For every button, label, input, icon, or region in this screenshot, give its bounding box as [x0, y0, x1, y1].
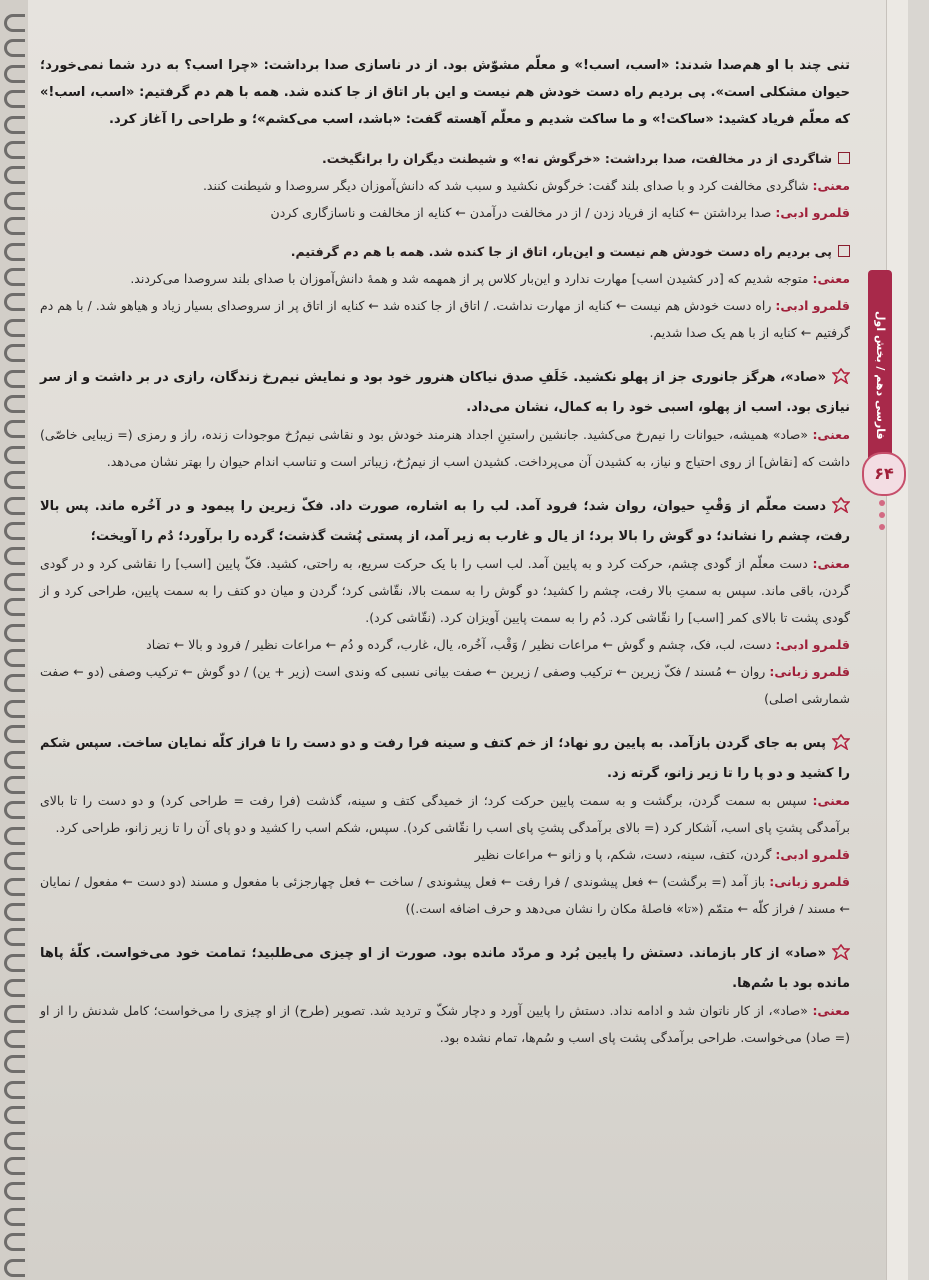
literary-label: قلمرو ادبی:	[775, 637, 850, 652]
q1-meaning	[40, 172, 850, 199]
chapter-tab	[868, 270, 892, 480]
s2-linguistic	[40, 658, 850, 712]
binding-ring-icon	[4, 14, 25, 32]
binding-ring-icon	[4, 141, 25, 159]
binding-ring-icon	[4, 39, 25, 57]
binding-ring-icon	[4, 801, 25, 819]
binding-ring-icon	[4, 1233, 25, 1251]
q2-literary	[40, 292, 850, 346]
binding-ring-icon	[4, 1030, 25, 1048]
page-edge	[886, 0, 908, 1280]
question-2-text: پی بردیم راه دست خودش هم نیست و این‌بار، اتاق از جا کنده شد. همه با هم دم گرفتیم.	[290, 244, 832, 259]
binding-ring-icon	[4, 192, 25, 210]
checkbox-icon	[838, 152, 850, 164]
binding-ring-icon	[4, 1055, 25, 1073]
q1-meaning-text: شاگردی مخالفت کرد و با صدای بلند گفت: خرگوش نکشید و سبب شد که دانش‌آموزان دیگر سروصدا و شیطنت کنند.	[202, 178, 809, 193]
binding-ring-icon	[4, 1132, 25, 1150]
s3-meaning	[40, 787, 850, 841]
binding-ring-icon	[4, 547, 25, 565]
binding-ring-icon	[4, 420, 25, 438]
page-content	[40, 52, 850, 1051]
meaning-label: معنی:	[812, 178, 850, 193]
binding-ring-icon	[4, 522, 25, 540]
linguistic-label: قلمرو زبانی:	[769, 874, 850, 889]
q2-meaning	[40, 265, 850, 292]
question-2	[40, 238, 850, 265]
s1-meaning	[40, 421, 850, 475]
dot-icon	[879, 512, 885, 518]
q2-literary-text: راه دست خودش هم نیست ← کنایه از مهارت نداشت. / اتاق از جا کنده شد ← کنایه از اتاق پر از سروصدای بسیار زیاد و هیاهو شد. / با هم دم گرفتیم ← کنایه از با هم یک صدا شدیم.	[40, 298, 850, 340]
binding-ring-icon	[4, 293, 25, 311]
binding-ring-icon	[4, 954, 25, 972]
meaning-label: معنی:	[812, 271, 850, 286]
binding-ring-icon	[4, 928, 25, 946]
section-1-text: «صاد»، هرگز جانوری جز از پهلو نکشید. خَلَفِ صدق نیاکان هنرور خود بود و نمایش نیم‌رخ زندگان، رازی در بر داشت و از سر نیازی بود. اسب از پهلو، اسبی خود را به کمال، نشان می‌داد.	[40, 370, 850, 415]
s3-linguistic	[40, 868, 850, 922]
binding-ring-icon	[4, 166, 25, 184]
binding-ring-icon	[4, 1081, 25, 1099]
binding-ring-icon	[4, 649, 25, 667]
literary-label: قلمرو ادبی:	[775, 205, 850, 220]
section-4-text: «صاد» از کار بازماند. دستش را پایین بُرد و مردّد مانده بود. صورت از او چیزی می‌طلبید؛ تمامت خود می‌خواست. کلّهٔ پاها مانده بود با سُم‌ها.	[40, 946, 850, 991]
binding-ring-icon	[4, 725, 25, 743]
binding-ring-icon	[4, 598, 25, 616]
binding-ring-icon	[4, 471, 25, 489]
linguistic-label: قلمرو زبانی:	[769, 664, 850, 679]
binding-ring-icon	[4, 852, 25, 870]
ornament-icon	[832, 733, 850, 760]
binding-ring-icon	[4, 497, 25, 515]
q1-literary-text: صدا برداشتن ← کنایه از فریاد زدن / از در مخالفت درآمدن ← کنایه از مخالفت و ناسازگاری کردن	[270, 205, 772, 220]
binding-ring-icon	[4, 65, 25, 83]
section-2-text: دست معلّم از وَقْبِ حیوان، روان شد؛ فرود آمد. لب را به اشاره، صورت داد. فکّ زیرین را پیمود و در آخُره ماند. پس بالا رفت، چشم را نشاند؛ دو گوش را بالا برد؛ از یال و غارب به زیر آمد، از پستی پُشت گذشت؛ گرده را برآورد؛ دُم را آویخت؛	[40, 499, 850, 544]
ornament-icon	[832, 943, 850, 970]
s4-meaning	[40, 997, 850, 1051]
binding-ring-icon	[4, 1106, 25, 1124]
binding-ring-icon	[4, 878, 25, 896]
section-4	[40, 940, 850, 997]
ornament-icon	[832, 367, 850, 394]
section-3	[40, 730, 850, 787]
binding-ring-icon	[4, 903, 25, 921]
s2-linguistic-text: روان ← مُسند / فکّ زیرین ← ترکیب وصفی / زیرین ← صفت بیانی نسبی که وندی است (زیر + ین) / دو گوش ← ترکیب وصفی (دو ← صفت شمارشی اصلی)	[40, 664, 850, 706]
binding-ring-icon	[4, 1208, 25, 1226]
binding-ring-icon	[4, 446, 25, 464]
literary-label: قلمرو ادبی:	[775, 298, 850, 313]
ornament-icon	[832, 496, 850, 523]
checkbox-icon	[838, 245, 850, 257]
binding-ring-icon	[4, 217, 25, 235]
spiral-binding	[0, 0, 28, 1280]
s2-literary	[40, 631, 850, 658]
binding-ring-icon	[4, 624, 25, 642]
intro-paragraph: تنی چند با او هم‌صدا شدند: «اسب، اسب!» و معلّم مشوّش بود. از در ناسازی صدا برداشت: «چرا اسب؟ به درد شما نمی‌خورد؛ حیوان مشکلی است». پی بردیم راه دست خودش هم نیست و این بار اتاق از جا کنده شد. همه با هم دم گرفتیم: «اسب، اسب!» که معلّم فریاد کشید: «ساکت!» و ما ساکت شدیم و معلّم آهسته گفت: «باشد، اسب می‌کشم»؛ و طراحی را آغاز کرد.	[40, 58, 850, 127]
binding-ring-icon	[4, 243, 25, 261]
s2-meaning	[40, 550, 850, 631]
s3-literary-text: گردن، کتف، سینه، دست، شکم، پا و زانو ← مراعات نظیر	[474, 847, 772, 862]
literary-label: قلمرو ادبی:	[775, 847, 850, 862]
s2-meaning-text: دست معلّم از گودی چشم، حرکت کرد و به پایین آمد. لب اسب را با یک حرکت سریع، به راحتی، کشید. فکّ پایین [اسب] را نقاشی کرد و در گودی گردن، باقی ماند. سپس به سمتِ بالا رفت، چشم را کشید؛ دو گوش را به سمت بالا، نقّاشی کرد؛ گردن و میان دو کتف را به سمت پایین، طراحی کرد و از گودی پشت تا بالای کمر [اسب] را نقّاشی کرد. دُم را به سمت پایین آویزان کرد. (نقّاشی کرد).	[40, 556, 850, 625]
binding-ring-icon	[4, 700, 25, 718]
s4-meaning-text: «صاد»، از کار ناتوان شد و ادامه نداد. دستش را پایین آورد و دچار شکّ و تردید شد. تصویر (طرح) از او چیزی را می‌خواست؛ کامل شدنش را از او (= صاد) می‌خواست. طراحی برآمدگی پشت پای اسب و سُم‌ها، تمام نشده بود.	[40, 1003, 850, 1045]
section-3-text: پس به جای گردن بازآمد. به پایین رو نهاد؛ از خم کتف و سینه فرا رفت و دو دست را تا فراز کلّه نمایان ساخت. سپس شکم را کشید و دو پا را تا زیر زانو، گرته زد.	[40, 736, 850, 781]
book-title: فارسی دهم / بخش اول	[874, 310, 887, 440]
binding-ring-icon	[4, 344, 25, 362]
s3-literary	[40, 841, 850, 868]
s3-linguistic-text: باز آمد (= برگشت) ← فعل پیشوندی / فرا رفت ← فعل پیشوندی / ساخت ← فعل چهارجزئی با مفعول و مسند (دو دست ← مفعول / نمایان ← مسند / فراز کلّه ← متمّم («تا» فاصلهٔ مکان را نشان می‌دهد و حرف اضافه است.))	[40, 874, 850, 916]
binding-ring-icon	[4, 573, 25, 591]
binding-ring-icon	[4, 1005, 25, 1023]
s1-meaning-text: «صاد» همیشه، حیوانات را نیم‌رخ می‌کشید. جانشین راستینِ اجداد هنرمند خودش بود و نقاشی نیم‌رُخ موجودات زنده، راز و رمزی (= زیبایی خاصّی) داشت که [نقاش] از روی احتیاج و نیاز، به کشیدن آن می‌پرداخت. کشیدن اسب از نیم‌رُخ، زیباتر است و تناسب اندام حیوان را بهتر نشان می‌دهد.	[40, 427, 850, 469]
question-1	[40, 145, 850, 172]
binding-ring-icon	[4, 751, 25, 769]
section-2	[40, 493, 850, 550]
dot-icon	[879, 524, 885, 530]
binding-ring-icon	[4, 319, 25, 337]
binding-ring-icon	[4, 1259, 25, 1277]
section-1	[40, 364, 850, 421]
page-number: ۶۴	[862, 452, 906, 496]
binding-ring-icon	[4, 90, 25, 108]
binding-ring-icon	[4, 268, 25, 286]
binding-ring-icon	[4, 1157, 25, 1175]
binding-ring-icon	[4, 776, 25, 794]
dot-icon	[879, 500, 885, 506]
meaning-label: معنی:	[812, 1003, 850, 1018]
s3-meaning-text: سپس به سمت گردن، برگشت و به سمت پایین حرکت کرد؛ از خمیدگی کتف و سینه، گذشت (فرا رفت = طراحی کرد) و دو دست را تا بالای برآمدگی پشتِ پای اسب، آشکار کرد (= بالای برآمدگی پشتِ پای اسب را نقّاشی کرد). سپس، شکم اسب را کشید و دو پای آن را تا زیر زانو، طراحی کرد.	[40, 793, 850, 835]
question-1-text: شاگردی از در مخالفت، صدا برداشت: «خرگوش نه!» و شیطنت دیگران را برانگیخت.	[322, 151, 832, 166]
book-page	[28, 0, 908, 1280]
q1-literary	[40, 199, 850, 226]
binding-ring-icon	[4, 979, 25, 997]
binding-ring-icon	[4, 827, 25, 845]
binding-ring-icon	[4, 395, 25, 413]
q2-meaning-text: متوجه شدیم که [در کشیدن اسب] مهارت ندارد و این‌بار کلاس پر از همهمه شد و همهٔ دانش‌آموزان با صدای بلند سروصدا می‌کردند.	[130, 271, 809, 286]
s2-literary-text: دست، لب، فک، چشم و گوش ← مراعات نظیر / وَقْب، آخُره، یال، غارب، گرده و دُم ← مراعات نظیر / فرود و بالا ← تضاد	[146, 637, 772, 652]
binding-ring-icon	[4, 370, 25, 388]
binding-ring-icon	[4, 674, 25, 692]
binding-ring-icon	[4, 1182, 25, 1200]
meaning-label: معنی:	[812, 793, 851, 808]
meaning-label: معنی:	[812, 427, 850, 442]
binding-ring-icon	[4, 116, 25, 134]
meaning-label: معنی:	[812, 556, 850, 571]
